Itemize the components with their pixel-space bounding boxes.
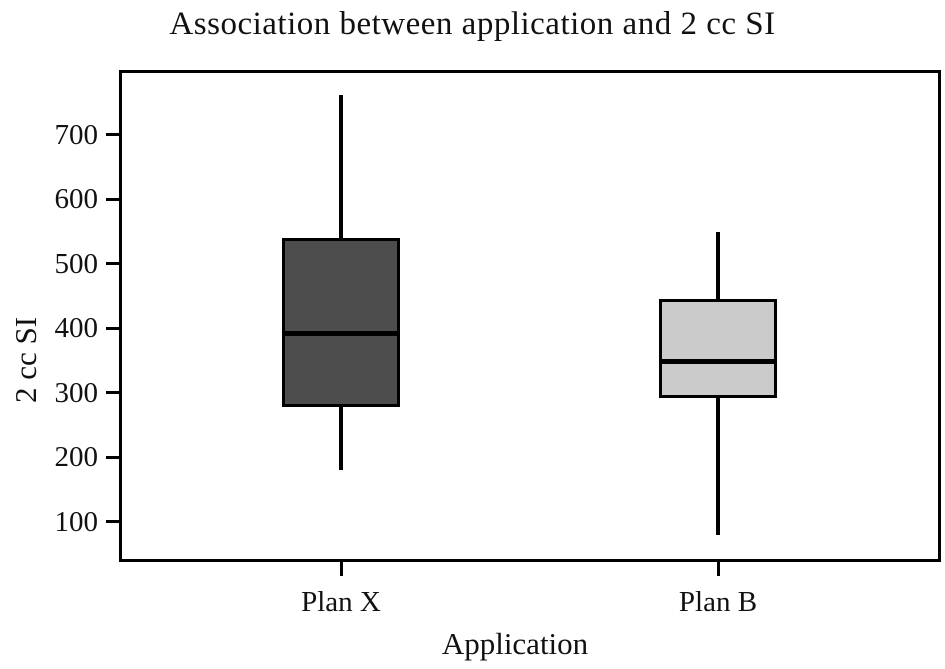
y-tick-label: 700: [54, 118, 98, 151]
box-plan-x: [282, 238, 400, 407]
y-tick-mark: [106, 133, 119, 136]
x-axis-title: Application: [441, 626, 589, 661]
x-category-label-plan-b: Plan B: [678, 586, 758, 618]
y-tick-label: 500: [54, 247, 98, 280]
median-plan-x: [285, 331, 397, 336]
plot-area: [119, 70, 941, 562]
y-tick-mark: [106, 391, 119, 394]
y-tick-mark: [106, 520, 119, 523]
y-tick-mark: [106, 262, 119, 265]
y-axis-title: 2 cc SI: [8, 316, 43, 404]
y-tick-mark: [106, 198, 119, 201]
median-plan-b: [662, 359, 774, 364]
y-tick-label: 600: [54, 183, 98, 216]
chart-title: Association between application and 2 cc SI: [169, 6, 776, 42]
y-tick-label: 400: [54, 312, 98, 345]
y-tick-mark: [106, 456, 119, 459]
y-tick-mark: [106, 327, 119, 330]
x-tick-plan-b: [717, 562, 720, 576]
y-tick-label: 300: [54, 376, 98, 409]
y-tick-label: 100: [54, 505, 98, 538]
box-plan-b: [659, 299, 777, 398]
y-tick-label: 200: [54, 441, 98, 474]
x-category-label-plan-x: Plan X: [301, 586, 381, 618]
x-tick-plan-x: [340, 562, 343, 576]
